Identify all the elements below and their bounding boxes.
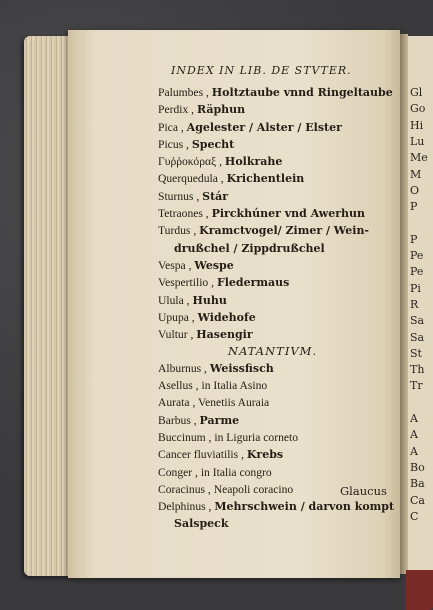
- facing-page-fragment: Bo: [410, 460, 425, 474]
- latin-name: Perdix ,: [158, 103, 197, 117]
- facing-page-fragment: A: [410, 412, 418, 425]
- latin-name: Palumbes ,: [158, 86, 212, 99]
- german-name: Fledermaus: [216, 276, 290, 290]
- index-entry: [158, 188, 394, 205]
- facing-page-fragment: Tr: [410, 379, 423, 393]
- index-entry: [158, 377, 394, 394]
- index-entry: [158, 136, 394, 153]
- facing-page-fragment: A: [410, 428, 418, 442]
- index-entry: [158, 257, 394, 274]
- german-name: Räphun: [196, 103, 246, 117]
- latin-name: Conger , in Italia congro: [158, 465, 272, 479]
- german-name: Hasengir: [196, 328, 253, 342]
- latin-name: Ulula ,: [158, 293, 193, 307]
- german-name: Kramctvogel/ Zimer / Wein-: [199, 224, 370, 238]
- latin-name: Upupa ,: [158, 310, 198, 324]
- latin-name: Querquedula ,: [158, 172, 227, 186]
- index-entry: [158, 170, 394, 187]
- facing-page-edge: [408, 36, 433, 572]
- index-entry: [158, 309, 394, 326]
- facing-page-fragment: Ba: [410, 477, 425, 491]
- latin-name: Vespa ,: [158, 258, 195, 272]
- german-name: Salspeck: [174, 517, 229, 531]
- facing-page-fragment: M: [410, 167, 422, 181]
- latin-name: Buccinum , in Liguria corneto: [158, 430, 299, 444]
- facing-page-fragment: Pe: [410, 265, 424, 279]
- facing-page-fragment: C: [410, 509, 419, 523]
- latin-name: Barbus ,: [158, 413, 200, 427]
- latin-name: Tetraones ,: [158, 207, 212, 221]
- index-entry: [158, 84, 394, 101]
- latin-name: Alburnus ,: [158, 361, 210, 375]
- latin-name: Vultur ,: [158, 328, 197, 342]
- index-entry: [158, 222, 394, 239]
- facing-page-fragment: R: [410, 297, 419, 311]
- german-name: Parme: [199, 413, 240, 427]
- facing-page-fragment: P: [410, 232, 418, 246]
- index-entry: [158, 240, 394, 257]
- index-entry: [158, 464, 394, 481]
- latin-name: Asellus , in Italia Asino: [158, 379, 268, 393]
- facing-page-fragment: Sa: [410, 314, 425, 328]
- latin-name: Vespertilio ,: [158, 276, 217, 290]
- gutter: [400, 34, 408, 574]
- german-name: Mehrschwein / darvon kompt: [214, 500, 395, 514]
- german-name: Specht: [191, 137, 235, 151]
- latin-name: Delphinus ,: [158, 500, 215, 514]
- facing-page-fragment: Gl: [410, 86, 423, 99]
- latin-name: Cancer fluviatilis ,: [158, 448, 247, 462]
- german-name: Weissfisch: [209, 361, 274, 375]
- latin-name: Sturnus ,: [158, 189, 203, 203]
- index-entry: [158, 326, 394, 343]
- latin-name: Turdus ,: [158, 224, 200, 238]
- latin-name: Picus ,: [158, 137, 192, 151]
- index-entry: [158, 101, 394, 118]
- index-entry: [158, 394, 394, 411]
- index-entry: [158, 412, 394, 429]
- german-name: Stár: [202, 189, 229, 203]
- facing-page-fragment: Hi: [410, 118, 424, 132]
- facing-page-fragment: Pi: [410, 281, 421, 295]
- latin-name: Γυῤῥοκόραξ ,: [158, 155, 225, 169]
- facing-page-fragment: Sa: [410, 330, 425, 344]
- index-entry: [158, 360, 394, 377]
- facing-page-fragment: Go: [410, 102, 426, 116]
- facing-page-fragment: St: [410, 346, 422, 360]
- index-entries: [158, 84, 394, 533]
- facing-page-fragment: Lu: [410, 134, 425, 148]
- index-entry: [158, 119, 394, 136]
- facing-page-fragment: P: [410, 200, 418, 214]
- german-name: Holtztaube vnnd Ringeltaube: [211, 86, 393, 99]
- facing-page-fragment: Me: [410, 151, 428, 165]
- page-stack-edge: [24, 36, 70, 576]
- facing-page-fragment: O: [410, 183, 420, 197]
- facing-page-fragment: A: [410, 444, 418, 458]
- german-name: drußchel / Zippdrußchel: [174, 241, 325, 255]
- german-name: Krebs: [246, 448, 284, 462]
- index-entry: [158, 205, 394, 222]
- german-name: Agelester / Alster / Elster: [186, 120, 342, 134]
- index-entry: [158, 498, 394, 515]
- cover-corner: [406, 570, 433, 610]
- index-entry: [158, 429, 394, 446]
- latin-name: Pica ,: [158, 120, 187, 134]
- catchword: Glaucus: [340, 484, 387, 498]
- index-entry: [158, 515, 394, 532]
- section-title: NATANTIVM.: [228, 344, 318, 359]
- facing-page-fragment: Th: [410, 363, 425, 377]
- german-name: Holkrahe: [224, 155, 283, 169]
- german-name: Huhu: [192, 293, 227, 307]
- german-name: Pirckhúner vnd Awerhun: [211, 207, 366, 221]
- latin-name: Coracinus , Neapoli coracino: [158, 482, 294, 496]
- running-header: INDEX IN LIB. DE STVTER.: [171, 64, 352, 77]
- index-entry: [158, 153, 394, 170]
- index-entry: [158, 292, 394, 309]
- german-name: Widehofe: [197, 310, 256, 324]
- german-name: Krichentlein: [226, 172, 305, 186]
- index-entry: [158, 446, 394, 463]
- facing-page-fragment: Pe: [410, 249, 424, 262]
- facing-page-fragment: Ca: [410, 493, 425, 507]
- german-name: Wespe: [194, 258, 234, 272]
- latin-name: Aurata , Venetiis Auraia: [158, 396, 270, 410]
- index-entry: [158, 274, 394, 291]
